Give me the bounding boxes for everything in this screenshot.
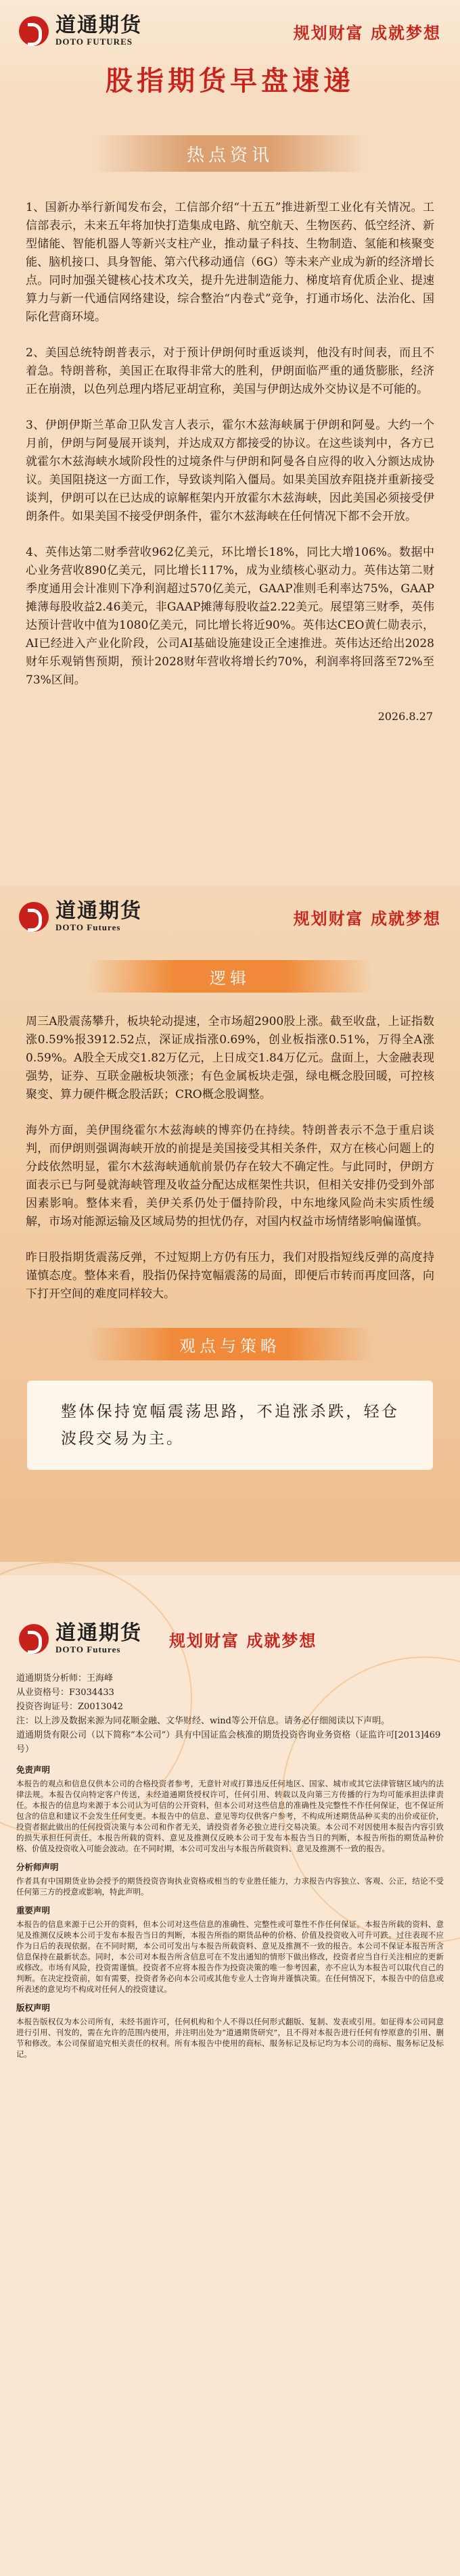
analyst-name: 王海峰 (87, 1673, 114, 1684)
invest-value: Z0013042 (78, 1702, 123, 1712)
logo-icon (19, 1624, 49, 1654)
important-statement-heading: 重要声明 (16, 1905, 51, 1915)
slogan: 规划财富 成就梦想 (293, 909, 441, 928)
brand-name-en: DOTO Futures (55, 922, 121, 932)
logic-section (0, 886, 460, 1562)
slogan: 规划财富 成就梦想 (293, 23, 441, 43)
news-item: 1、国新办举行新闻发布会，工信部介绍“十五五”推进新型工业化有关情况。工信部表示，未来五年将加快打造集成电路、航空航天、生物医药、低空经济、新型储能、智能机器人等新兴支柱产业，推动量子科技、生物制造、氢能和核聚变能、脑机接口、具身智能、第六代移动通信（6G）等未来产业成为新的经济增长点。同时加强关键核心技术攻关，提升先进制造能力、梯度培育优质企业、提速算力与新一代通信网络建设，综合整治“内卷式”竞争，打通市场化、法治化、国际化营商环境。 (26, 201, 434, 324)
logo-icon (19, 16, 49, 46)
analyst-label: 道通期货分析师： (16, 1673, 87, 1684)
news-item: 4、英伟达第二财季营收962亿美元，环比增长18%，同比大增106%。数据中心业务营收890亿美元，同比增长117%，成为业绩核心驱动力。英伟达第二财季度通用会计准则下净利润超过570亿美元，GAAP准则毛利率达75%，GAAP摊薄每股收益2.46美元，非GAAP摊薄每股收益2.22美元。展望第三财季，英伟达预计营收中值为1080亿美元，同比增长将近90%。英伟达CEO黄仁勋表示，AI已经进入产业化阶段，公司AI基础设施建设正全速推进。英伟达还给出2028财年乐观销售预期，预计2028财年营收将增长约70%，利润率将回落至72%至73%区间。 (26, 546, 434, 687)
strategy-box: 整体保持宽幅震荡思路，不追涨杀跌，轻仓波段交易为主。 (27, 1381, 433, 1470)
data-notice: 注：以上涉及数据来源为同花顺金融、文华财经、wind等公开信息。请务必仔细阅读以下声明。 (16, 1716, 390, 1726)
copyright-body: 本报告版权仅为本公司所有，未经书面许可，任何机构和个人不得以任何形式翻版、复制、发表或引用。如征得本公司同意进行引用、刊发的，需在允许的范围内使用，并注明出处为“道通期货研究”，且不得对本报告进行任何有悖原意的引用、删节和修改。本公司保留追究相关责任的权利。所有本报告中使用的商标、服务标记及标记均为本公司的商标、服务标记及标记。 (16, 2017, 444, 2059)
disclaimer-section (0, 1575, 460, 2576)
news-item: 2、美国总统特朗普表示，对于预计伊朗何时重返谈判，他没有时间表，而且不着急。特朗普称，美国正在取得非常大的胜利，伊朗面临严重的通货膨胀，经济正在崩溃，以色列总理内塔尼亚胡宣称，美国与伊朗达成外交协议是不可能的。 (26, 346, 434, 396)
header (0, 0, 460, 101)
hot-news-heading: 热点资讯 (95, 135, 365, 172)
disclaimer-body: 本报告的观点和信息仅供本公司的合格投资者参考，无意针对或打算违反任何地区、国家、城市或其它法律管辖区域内的法律法规。本报告仅向特定客户传送，未经道通期货授权许可，任何引用、转载以及向第三方传播的行为均可能承担法律责任。本报告的信息均来源于本公司认为可信的公开资料，但本公司对这些信息的准确性及完整性不作任何保证，也不保证所包含的信息和建议不会发生任何变更。本报告中的信息、意见等均仅供客户参考，不构成所述期货品种买卖的出价或征价，投资者据此做出的任何投资决策与本公司和作者无关，请投资者务必独立进行交易决策。本公司不对因使用本报告内容引致的损失承担任何责任。本报告所载的资料、意见及推测仅反映本公司于发布本报告当日的判断，本报告所指的期货品种价格、价值及投资收入可能会波动。在不同时期，本公司可发出与本报告所载资料、意见及推测不一致的报告。 (16, 1779, 444, 1853)
brand-name-cn: 道通期货 (55, 14, 142, 37)
license-label: 从业资格号： (16, 1688, 70, 1698)
brand-name-cn: 道通期货 (55, 1621, 142, 1645)
copyright-heading: 版权声明 (16, 2003, 51, 2013)
report-date: 2026.8.27 (377, 710, 433, 723)
brand-name-en: DOTO FUTURES (55, 37, 133, 47)
slogan: 规划财富 成就梦想 (169, 1631, 317, 1650)
strategy-heading: 观点与策略 (88, 1328, 372, 1360)
important-statement-body: 本报告的信息来源于已公开的资料，但本公司对这些信息的准确性、完整性或可靠性不作任何保证。本报告所载的资料、意见及推测仅反映本公司于发布本报告当日的判断，本报告所指的期货品种的价格、价值及投资收入可升可跌。过往表现不应作为日后的表现依据。在不同时期，本公司可发出与本报告所载资料、意见及推测不一致的报告。本公司不保证本报告所含信息保持在最新状态。同时，本公司对本报告所含信息可在不发出通知的情形下做出修改，投资者应当自行关注相应的更新或修改。市场有风险，投资需谨慎。投资者不应将本报告作为投资决策的唯一参考因素，亦不应认为本报告可以取代自己的判断。在决定投资前，如有需要，投资者务必向本公司或其他专业人士咨询并谨慎决策。在任何情况下，本报告中的信息或所表述的意见均不构成对任何人的投资建议。 (16, 1919, 444, 1994)
brand-logo (19, 15, 142, 47)
analyst-statement-heading: 分析师声明 (16, 1862, 59, 1872)
logic-heading: 逻辑 (88, 960, 372, 993)
logic-paragraph: 海外方面，美伊围绕霍尔木兹海峡的博弈仍在持续。特朗普表示不急于重启谈判，而伊朗则强调海峡开放的前提是美国接受其相关条件，双方在核心问题上的分歧依然明显，霍尔木兹海峡通航前景仍存在较大不确定性。与此同时，伊朗方面表示已与阿曼就海峡管理及收益分配达成框架性共识，但相关安排仍受到外部因素影响。整体来看，美伊关系仍处于僵持阶段，中东地缘风险尚未实质性缓解，市场对能源运输及区域局势的担忧仍存，对国内权益市场情绪影响偏谨慎。 (26, 1124, 434, 1229)
license-value: F3034433 (69, 1688, 114, 1698)
brand-name-cn: 道通期货 (55, 899, 142, 923)
logo-icon (19, 902, 49, 932)
logic-paragraph: 周三A股震荡攀升，板块轮动提速，全市场超2900股上涨。截至收盘，上证指数涨0.59%报3912.52点，深证成指涨0.69%，创业板指涨0.51%，万得全A涨0.59%。A股全天成交1.82万亿元，上日成交1.84万亿元。盘面上，大金融表现强势，证券、互联金融板块领涨；有色金属板块走强，绿电概念股回暖，可控核聚变、算力硬件概念股活跃；CRO概念股调整。 (26, 1015, 434, 1101)
company-intro: 道通期货有限公司（以下简称“本公司”）具有中国证监会核准的期货投资咨询业务资格（证监许可[2013]469号） (16, 1730, 441, 1755)
news-item: 3、伊朗伊斯兰革命卫队发言人表示，霍尔木兹海峡属于伊朗和阿曼。大约一个月前，伊朗与阿曼展开谈判，并达成双方都接受的协议。在这些谈判中，各方已就霍尔木兹海峡水域阶段性的过境条件与伊朗和阿曼各自应得的收入分额达成协议。美国阻挠这一方面工作，导致谈判陷入僵局。如果美国放弃阻挠并重新接受谈判，伊朗可以在已达成的谅解框架内开放霍尔木兹海峡，因此美国必须接受伊朗条件。如果美国不接受伊朗条件，霍尔木兹海峡在任何情况下都不会开放。 (26, 419, 434, 523)
analyst-statement-body: 作者具有中国期货业协会授予的期货投资咨询执业资格或相当的专业胜任能力，力求报告内容独立、客观、公正，结论不受任何第三方的授意或影响，特此声明。 (16, 1876, 444, 1897)
brand-name-en: DOTO Futures (55, 1644, 121, 1654)
hot-news-section (0, 135, 460, 723)
page-title: 股指期货早盘速递 (106, 66, 354, 97)
invest-label: 投资咨询证号： (16, 1702, 78, 1712)
brand-logo (19, 901, 142, 933)
disclaimer-heading: 免责声明 (16, 1765, 51, 1775)
logic-paragraph: 昨日股指期货震荡反弹，不过短期上方仍有压力，我们对股指短线反弹的高度持谨慎态度。整体来看，股指仍保持宽幅震荡的局面，即便后市转而再度回落，向下打开空间的难度同样较大。 (26, 1251, 434, 1301)
